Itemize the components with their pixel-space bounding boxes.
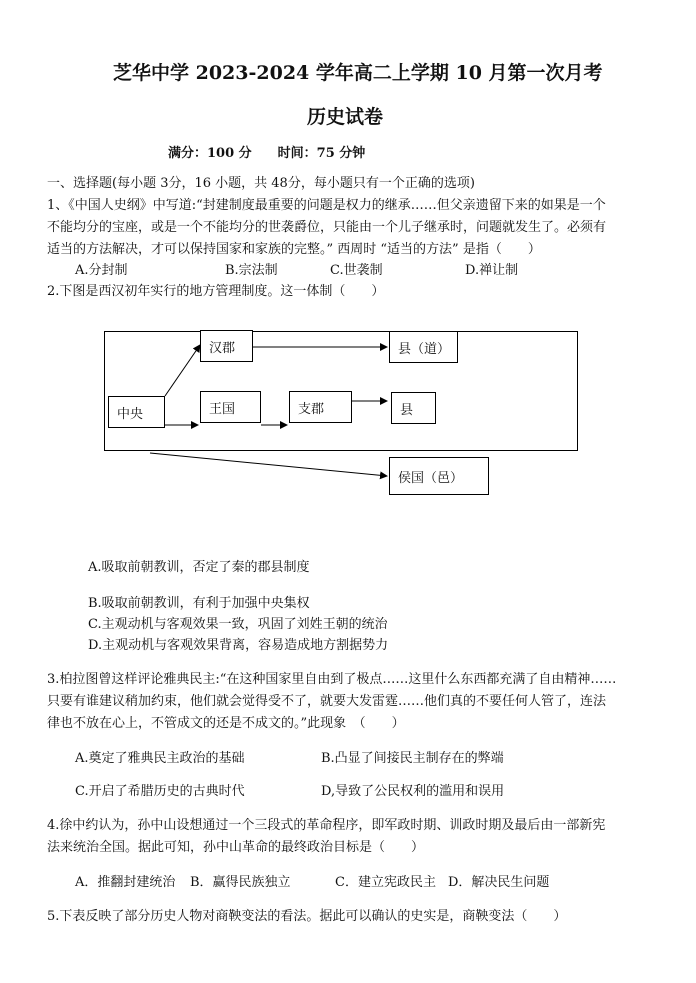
q3-option-d: D,导致了公民权利的滥用和误用 (321, 784, 505, 799)
q3-line-1: 3.柏拉图曾这样评论雅典民主:“在这种国家里自由到了极点……这里什么东西都充满了自由精神…… (47, 672, 617, 687)
q2-option-c: C.主观动机与客观效果一致，巩固了刘姓王朝的统治 (88, 617, 388, 632)
q3-option-a: A.奠定了雅典民主政治的基础 (75, 751, 245, 766)
q4-line-2: 法来统治全国。据此可知，孙中山革命的最终政治目标是（ ） (47, 840, 425, 855)
q4-option-a: A．推翻封建统治 (75, 875, 176, 890)
q3-line-3: 律也不放在心上，不管成文的还是不成文的。”此现象 （ ） (47, 716, 405, 731)
node-houguo: 侯国（邑） (389, 457, 489, 495)
q4-line-1: 4.徐中约认为，孙中山设想通过一个三段式的革命程序，即军政时期、训政时期及最后由一部新宪 (47, 818, 606, 833)
q1-option-d: D.禅让制 (465, 263, 519, 278)
q4-option-b: B．赢得民族独立 (190, 875, 291, 890)
exam-meta: 满分：100 分 时间：75 分钟 (168, 146, 366, 161)
q1-line-3: 适当的方法解决，才可以保持国家和家族的完整。” 西周时 “适当的方法” 是指（ ） (47, 242, 541, 257)
node-center: 中央 (108, 396, 165, 428)
arrow-center-to-houguo (150, 453, 387, 476)
arrow-center-to-hanjun (165, 345, 200, 396)
q3-option-c: C.开启了希腊历史的古典时代 (75, 784, 245, 799)
q1-option-c: C.世袭制 (330, 263, 383, 278)
q4-option-d: D．解决民生问题 (448, 875, 550, 890)
q2-option-a: A.吸取前朝教训，否定了秦的郡县制度 (88, 560, 310, 575)
q2-option-b: B.吸取前朝教训，有利于加强中央集权 (88, 596, 310, 611)
q3-line-2: 只要有谁建议稍加约束，他们就会觉得受不了，就要大发雷霆……他们真的不要任何人管了，连法 (47, 694, 607, 709)
q1-option-a: A.分封制 (75, 263, 128, 278)
exam-subtitle: 历史试卷 (307, 106, 384, 128)
section-heading: 一、选择题(每小题 3分，16 小题，共 48分，每小题只有一个正确的选项) (47, 176, 475, 191)
node-xian-dao: 县（道） (389, 331, 458, 363)
node-wangguo: 王国 (200, 391, 261, 423)
exam-title: 芝华中学 2023-2024 学年高二上学期 10 月第一次月考 (113, 62, 603, 84)
q1-option-b: B.宗法制 (225, 263, 278, 278)
node-zhijun: 支郡 (289, 391, 352, 423)
q3-option-b: B.凸显了间接民主制存在的弊端 (321, 751, 504, 766)
q1-line-2: 不能均分的宝座，或是一个不能均分的世袭爵位，只能由一个儿子继承时，问题就发生了。必须有 (47, 220, 607, 235)
node-xian: 县 (391, 392, 436, 424)
q4-option-c: C．建立宪政民主 (335, 875, 436, 890)
q1-line-1: 1、《中国人史纲》中写道:“封建制度最重要的问题是权力的继承……但父亲遗留下来的如果是一个 (47, 198, 606, 213)
q5-stem: 5.下表反映了部分历史人物对商鞅变法的看法。据此可以确认的史实是，商鞅变法（ ） (47, 909, 567, 924)
node-hanjun: 汉郡 (200, 330, 253, 362)
q2-stem: 2.下图是西汉初年实行的地方管理制度。这一体制（ ） (47, 284, 385, 299)
q2-option-d: D.主观动机与客观效果背离，容易造成地方割据势力 (88, 638, 389, 653)
